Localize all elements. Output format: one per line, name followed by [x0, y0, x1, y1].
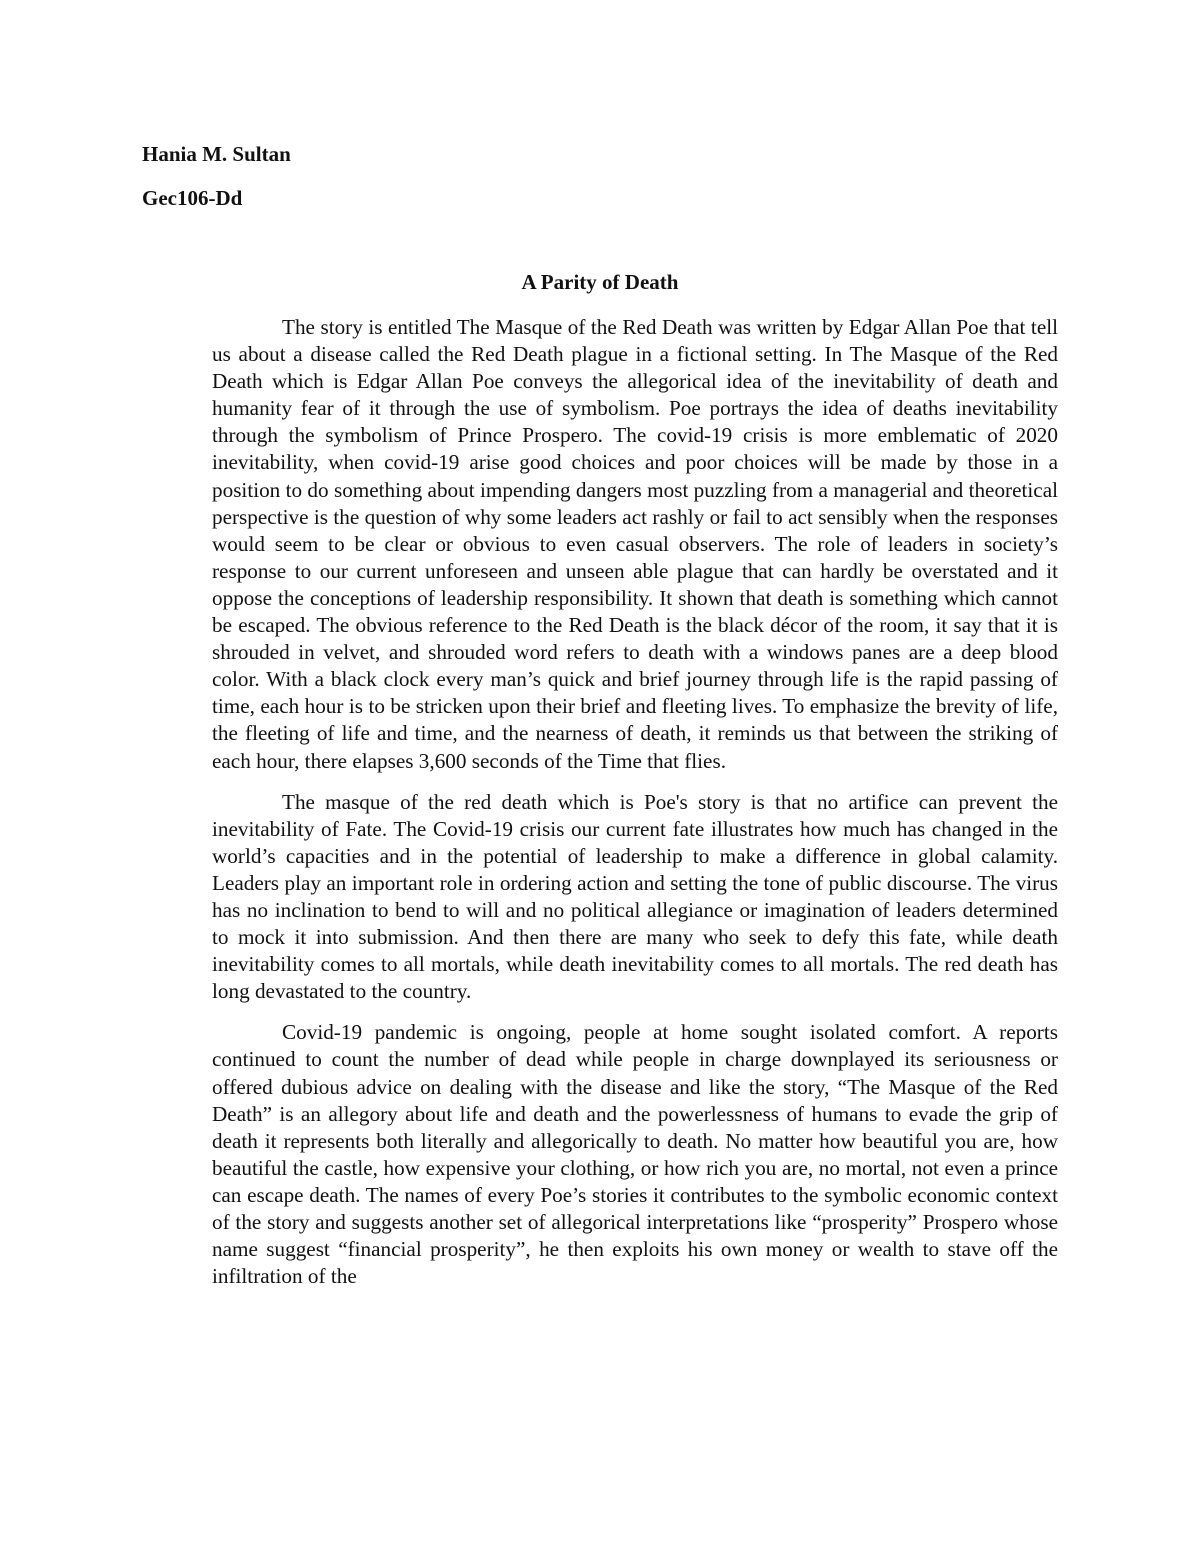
course-code: Gec106-Dd	[142, 186, 243, 210]
essay-paragraph-3: Covid-19 pandemic is ongoing, people at home sought isolated comfort. A reports continued to count the number of dead while people in charge downplayed its seriousness or offered dubious advice on dealing with the disease and like the story, “The Masque of the Red Death” is an allegory about life and death and the powerlessness of humans to evade the grip of death it represents both literally and allegorically to death. No matter how beautiful you are, how beautiful the castle, how expensive your clothing, or how rich you are, no mortal, not even a prince can escape death. The names of every Poe’s stories it contributes to the symbolic economic context of the story and suggests another set of allegorical interpretations like “prosperity” Prospero whose name suggest “financial prosperity”, he then exploits his own money or wealth to stave off the infiltration of the	[212, 1020, 1058, 1289]
essay-title: A Parity of Death	[521, 270, 679, 294]
essay-body	[212, 314, 1058, 1304]
essay-paragraph-2: The masque of the red death which is Poe's story is that no artifice can prevent the inevitability of Fate. The Covid-19 crisis our current fate illustrates how much has changed in the world’s capacities and in the potential of leadership to make a difference in global calamity. Leaders play an important role in ordering action and setting the tone of public discourse. The virus has no inclination to bend to will and no political allegiance or imagination of leaders determined to mock it into submission. And then there are many who seek to defy this fate, while death inevitability comes to all mortals, while death inevitability comes to all mortals. The red death has long devastated to the country.	[212, 789, 1058, 1004]
author-name: Hania M. Sultan	[142, 142, 291, 166]
essay-paragraph-1: The story is entitled The Masque of the Red Death was written by Edgar Allan Poe that tell us about a disease called the Red Death plague in a fictional setting. In The Masque of the Red Death which is Edgar Allan Poe conveys the allegorical idea of the inevitability of death and humanity fear of it through the use of symbolism. Poe portrays the idea of deaths inevitability through the symbolism of Prince Prospero. The covid-19 crisis is more emblematic of 2020 inevitability, when covid-19 arise good choices and poor choices will be made by those in a position to do something about impending dangers most puzzling from a managerial and theoretical perspective is the question of why some leaders act rashly or fail to act sensibly when the responses would seem to be clear or obvious to even casual observers. The role of leaders in society’s response to our current unforeseen and unseen able plague that can hardly be overstated and it oppose the conceptions of leadership responsibility. It shown that death is something which cannot be escaped. The obvious reference to the Red Death is the black décor of the room, it say that it is shrouded in velvet, and shrouded word refers to death with a windows panes are a deep blood color. With a black clock every man’s quick and brief journey through life is the rapid passing of time, each hour is to be stricken upon their brief and fleeting lives. To emphasize the brevity of life, the fleeting of life and time, and the nearness of death, it reminds us that between the striking of each hour, there elapses 3,600 seconds of the Time that flies.	[212, 315, 1058, 773]
